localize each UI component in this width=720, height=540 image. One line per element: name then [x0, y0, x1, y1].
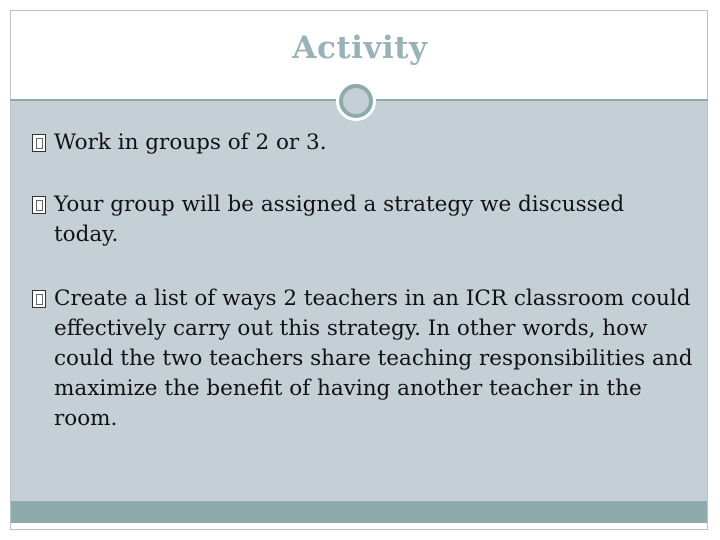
bullet-item: [34, 284, 694, 434]
slide-title: Activity: [292, 30, 428, 66]
bullet-item: [34, 190, 694, 250]
missing-glyph-box-icon: [32, 134, 46, 152]
bullet-text: Work in groups of 2 or 3.: [54, 130, 327, 155]
footer-band: [11, 501, 707, 523]
bullet-item: [34, 128, 694, 158]
missing-glyph-box-icon: [32, 196, 46, 214]
missing-glyph-box-icon: [32, 290, 46, 308]
bullet-text: Your group will be assigned a strategy we discussed today.: [54, 192, 625, 247]
bullet-text: Create a list of ways 2 teachers in an ICR classroom could effectively carry out this strategy. In other words, how could the two teachers share teaching responsibilities and maximize the benefit of having another teacher in the room.: [54, 286, 693, 431]
bullet-list: [34, 128, 694, 466]
circle-ring-inner: [339, 84, 373, 118]
